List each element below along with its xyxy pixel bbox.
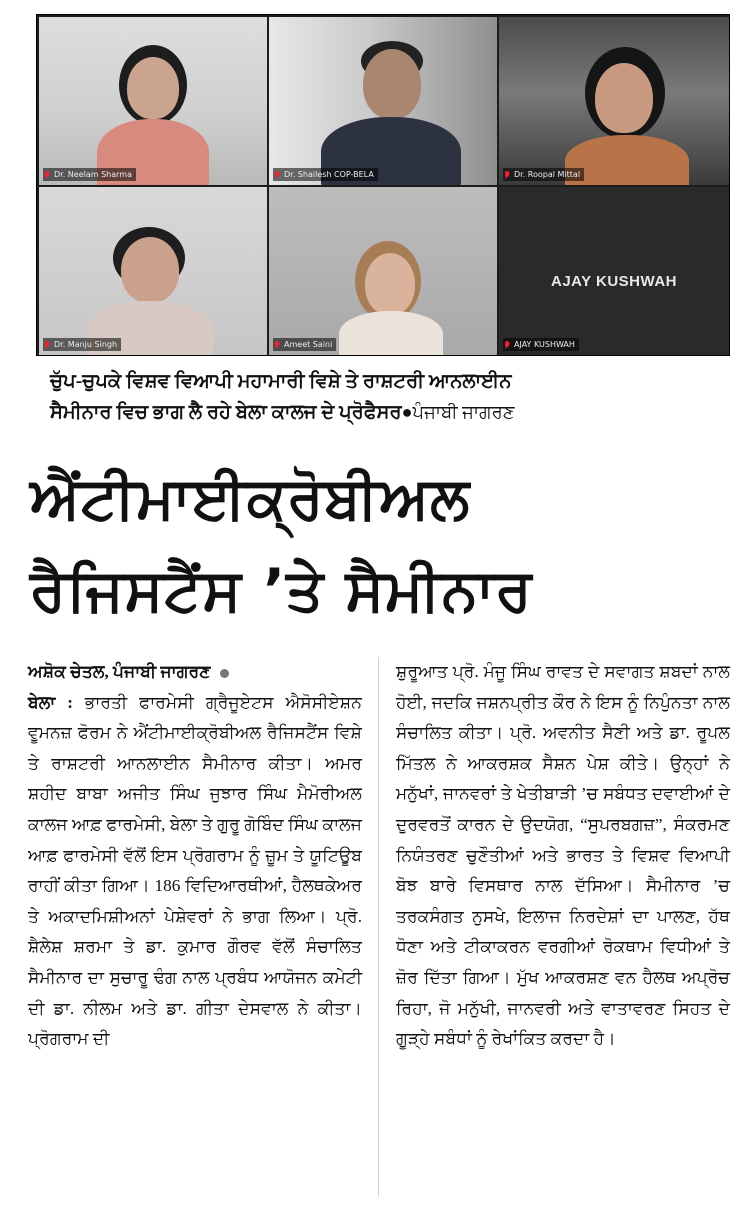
video-tile-4: [39, 187, 267, 355]
photo-caption: [50, 366, 730, 428]
muted-mic-icon: [45, 171, 51, 179]
muted-mic-icon: [275, 341, 281, 349]
headline: [30, 452, 730, 636]
participant-label: Dr. Shailesh COP-BELA: [273, 168, 378, 181]
video-tile-6: [499, 187, 729, 355]
muted-mic-icon: [45, 341, 51, 349]
article-paragraph-left: ਬੇਲਾ : ਭਾਰਤੀ ਫਾਰਮੇਸੀ ਗ੍ਰੈਜੂਏਟਸ ਐਸੋਸੀਏਸ਼ਨ ਵੂਮਨਜ਼ ਫੋਰਮ ਨੇ ਐਂਟੀਮਾਈਕ੍ਰੋਬੀਅਲ ਰੈਜਿਸਟੈਂਸ ਵਿਸ਼ੇ ਤੇ ਰਾਸ਼ਟਰੀ ਆਨਲਾਈਨ ਸੈਮੀਨਾਰ ਕੀਤਾ। ਅਮਰ ਸ਼ਹੀਦ ਬਾਬਾ ਅਜੀਤ ਸਿੰਘ ਜੁਝਾਰ ਸਿੰਘ ਮੈਮੋਰੀਅਲ ਕਾਲਜ ਆਫ਼ ਫਾਰਮੇਸੀ, ਬੇਲਾ ਤੇ ਗੁਰੂ ਗੋਬਿੰਦ ਸਿੰਘ ਕਾਲਜ ਆਫ਼ ਫਾਰਮੇਸੀ ਵੱਲੋਂ ਇਸ ਪ੍ਰੋਗਰਾਮ ਨੂੰ ਜ਼ੂਮ ਤੇ ਯੂਟਿਊਬ ਰਾਹੀਂ ਕੀਤਾ ਗਿਆ। 186 ਵਿਦਿਆਰਥੀਆਂ, ਹੈਲਥਕੇਅਰ ਤੇ ਅਕਾਦਮਿਸ਼ੀਅਨਾਂ ਪੇਸ਼ੇਵਰਾਂ ਨੇ ਭਾਗ ਲਿਆ। ਪ੍ਰੋ. ਸ਼ੈਲੇਸ਼ ਸ਼ਰਮਾ ਤੇ ਡਾ. ਕੁਮਾਰ ਗੌਰਵ ਵੱਲੋਂ ਸੰਚਾਲਿਤ ਸੈਮੀਨਾਰ ਦਾ ਸੁਚਾਰੂ ਢੰਗ ਨਾਲ ਪ੍ਰਬੰਧ ਆਯੋਜਨ ਕਮੇਟੀ ਦੀ ਡਾ. ਨੀਲਮ ਅਤੇ ਡਾ. ਗੀਤਾ ਦੇਸਵਾਲ ਨੇ ਕੀਤਾ। ਪ੍ਰੋਗਰਾਮ ਦੀ: [28, 692, 362, 1049]
participant-label: Dr. Manju Singh: [43, 338, 121, 351]
article-column-right: [396, 657, 730, 1055]
column-divider: [378, 657, 379, 1197]
caption-line-1: ਚੁੱਪ-ਚੁਪਕੇ ਵਿਸ਼ਵ ਵਿਆਪੀ ਮਹਾਮਾਰੀ ਵਿਸ਼ੇ ਤੇ ਰਾਸ਼ਟਰੀ ਆਨਲਾਈਨ: [50, 371, 512, 392]
participant-label: Ameet Saini: [273, 338, 336, 351]
headline-line-1: ਐਂਟੀਮਾਈਕ੍ਰੋਬੀਅਲ: [30, 464, 471, 532]
caption-line-2: ਸੈਮੀਨਾਰ ਵਿਚ ਭਾਗ ਲੈ ਰਹੇ ਬੇਲਾ ਕਾਲਜ ਦੇ ਪ੍ਰੋਫੈਸਰ●ਪੰਜਾਬੀ ਜਾਗਰਣ: [50, 402, 515, 423]
dateline: ਬੇਲਾ :: [28, 692, 73, 712]
muted-mic-icon: [505, 171, 511, 179]
article-column-left: [28, 657, 362, 1055]
muted-mic-icon: [275, 171, 281, 179]
video-tile-3: [499, 17, 729, 185]
video-tile-2: [269, 17, 497, 185]
bullet-icon: [220, 669, 229, 678]
participant-label: Dr. Roopal Mittal: [503, 168, 584, 181]
seminar-photo: [36, 14, 730, 356]
camera-off-name: AJAY KUSHWAH: [550, 273, 678, 290]
video-tile-1: [39, 17, 267, 185]
headline-line-2: ਰੈਜਿਸਟੈਂਸ ’ਤੇ ਸੈਮੀਨਾਰ: [30, 556, 533, 624]
participant-label: Dr. Neelam Sharma: [43, 168, 136, 181]
muted-mic-icon: [505, 341, 511, 349]
caption-credit: ●ਪੰਜਾਬੀ ਜਾਗਰਣ: [401, 402, 515, 422]
video-tile-5: [269, 187, 497, 355]
participant-label: AJAY KUSHWAH: [503, 338, 579, 351]
article-paragraph-right: ਸ਼ੁਰੂਆਤ ਪ੍ਰੋ. ਮੰਜੂ ਸਿੰਘ ਰਾਵਤ ਦੇ ਸਵਾਗਤ ਸ਼ਬਦਾਂ ਨਾਲ ਹੋਈ, ਜਦਕਿ ਜਸ਼ਨਪ੍ਰੀਤ ਕੌਰ ਨੇ ਇਸ ਨੂੰ ਨਿਪੁੰਨਤਾ ਨਾਲ ਸੰਚਾਲਿਤ ਕੀਤਾ। ਪ੍ਰੋ. ਅਵਨੀਤ ਸੈਣੀ ਅਤੇ ਡਾ. ਰੂਪਲ ਮਿੱਤਲ ਨੇ ਆਕਰਸ਼ਕ ਸੈਸ਼ਨ ਪੇਸ਼ ਕੀਤੇ। ਉਨ੍ਹਾਂ ਨੇ ਮਨੁੱਖਾਂ, ਜਾਨਵਰਾਂ ਤੇ ਖੇਤੀਬਾੜੀ ’ਚ ਸਬੰਧਤ ਦਵਾਈਆਂ ਦੇ ਦੁਰਵਰਤੋਂ ਕਾਰਨ ਦੇ ਉਦਯੋਗ, “ਸੁਪਰਬਗਜ਼”, ਸੰਕਰਮਣ ਨਿਯੰਤਰਣ ਚੁਣੌਤੀਆਂ ਅਤੇ ਭਾਰਤ ਤੇ ਵਿਸ਼ਵ ਵਿਆਪੀ ਬੋਝ ਬਾਰੇ ਵਿਸਥਾਰ ਨਾਲ ਦੱਸਿਆ। ਸੈਮੀਨਾਰ ’ਚ ਤਰਕਸੰਗਤ ਨੁਸਖੇ, ਇਲਾਜ ਨਿਰਦੇਸ਼ਾਂ ਦਾ ਪਾਲਣ, ਹੱਥ ਧੋਣਾ ਅਤੇ ਟੀਕਾਕਰਨ ਵਰਗੀਆਂ ਰੋਕਥਾਮ ਵਿਧੀਆਂ ਤੇ ਜ਼ੋਰ ਦਿੱਤਾ ਗਿਆ। ਮੁੱਖ ਆਕਰਸ਼ਣ ਵਨ ਹੈਲਥ ਅਪ੍ਰੋਚ ਰਿਹਾ, ਜੋ ਮਨੁੱਖੀ, ਜਾਨਵਰੀ ਅਤੇ ਵਾਤਾਵਰਣ ਸਿਹਤ ਦੇ ਗੂੜ੍ਹੇ ਸਬੰਧਾਂ ਨੂੰ ਰੇਖਾਂਕਿਤ ਕਰਦਾ ਹੈ।: [396, 662, 730, 1049]
byline: ਅਸ਼ੋਕ ਚੇਤਲ, ਪੰਜਾਬੀ ਜਾਗਰਣ: [28, 657, 362, 688]
